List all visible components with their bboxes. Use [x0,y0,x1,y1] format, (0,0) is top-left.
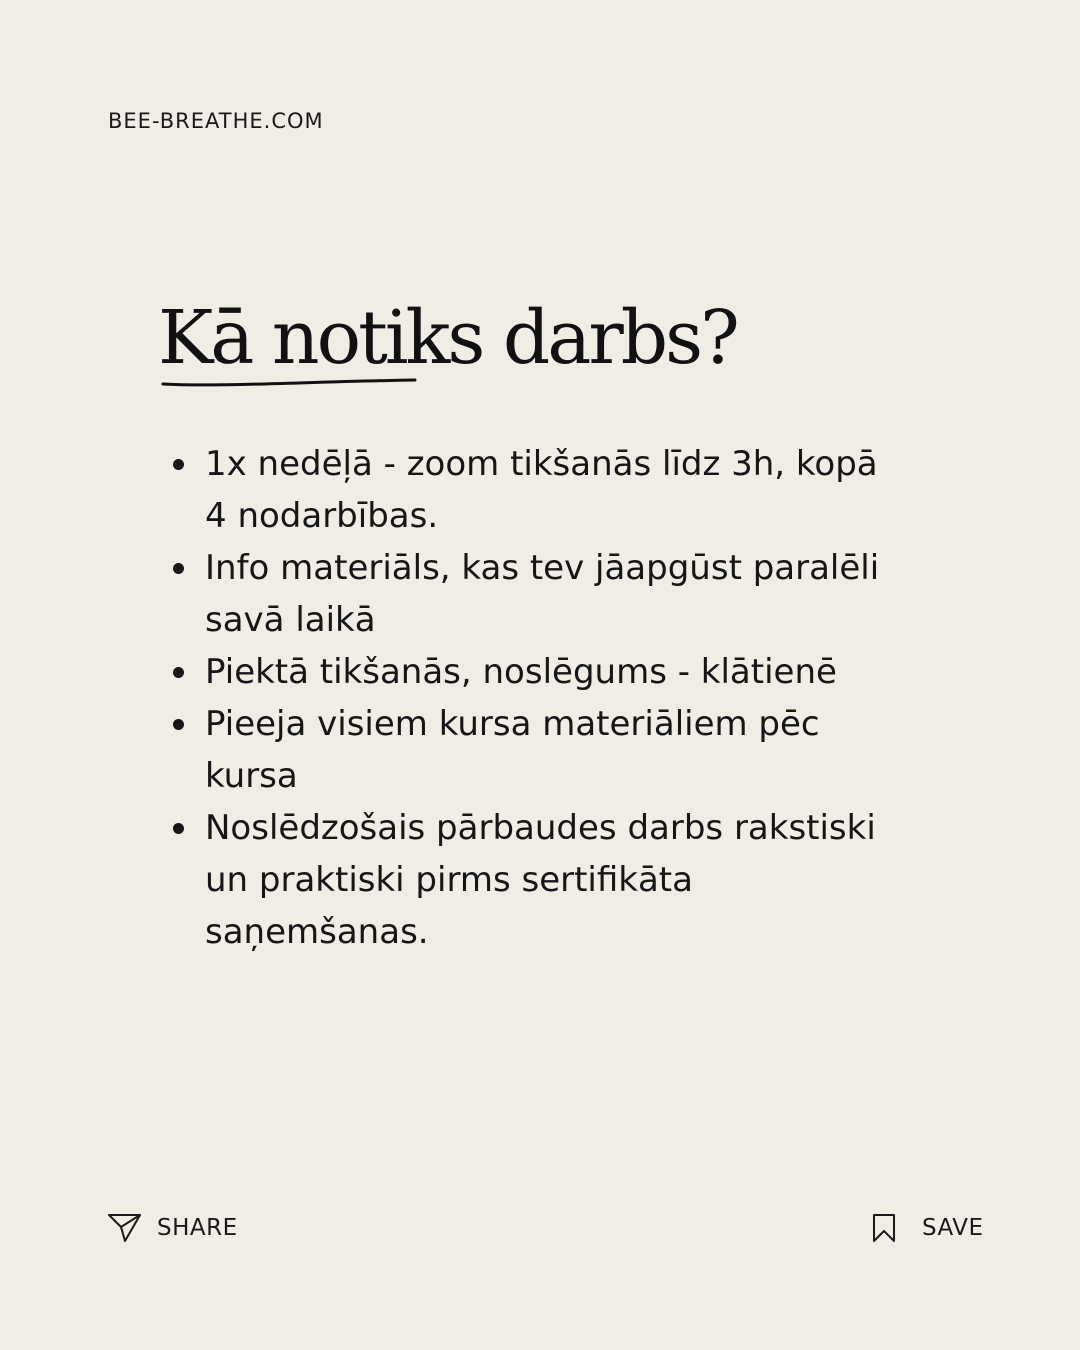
list-item [170,646,910,698]
title-underline [158,372,420,394]
list-item-text: Piektā tikšanās, noslēgums - klātienē [205,652,837,692]
page-title: Kā notiks darbs? [158,295,737,381]
bullet-dot [173,823,184,834]
list-item-text: 1x nedēļā - zoom tikšanās līdz 3h, kopā 4 nodarbības. [205,444,878,536]
list-item-text: Info materiāls, kas tev jāapgūst paralēli savā laikā [205,548,880,640]
share-label: SHARE [157,1215,238,1241]
list-item [170,542,910,646]
list-item [170,438,910,542]
info-list [170,438,910,958]
save-label: SAVE [922,1215,984,1241]
save-button[interactable] [870,1212,984,1244]
bullet-dot [173,719,184,730]
bullet-dot [173,459,184,470]
list-item [170,802,910,958]
bookmark-icon [870,1212,898,1244]
list-item-text: Pieeja visiem kursa materiāliem pēc kursa [205,704,820,796]
list-item-text: Noslēdzošais pārbaudes darbs rakstiski un praktiski pirms sertifikāta saņemšanas. [205,808,876,952]
list-item [170,698,910,802]
bullet-dot [173,667,184,678]
paper-plane-icon [107,1212,142,1244]
site-url: BEE-BREATHE.COM [108,109,324,133]
bullet-dot [173,563,184,574]
share-button[interactable] [107,1212,238,1244]
